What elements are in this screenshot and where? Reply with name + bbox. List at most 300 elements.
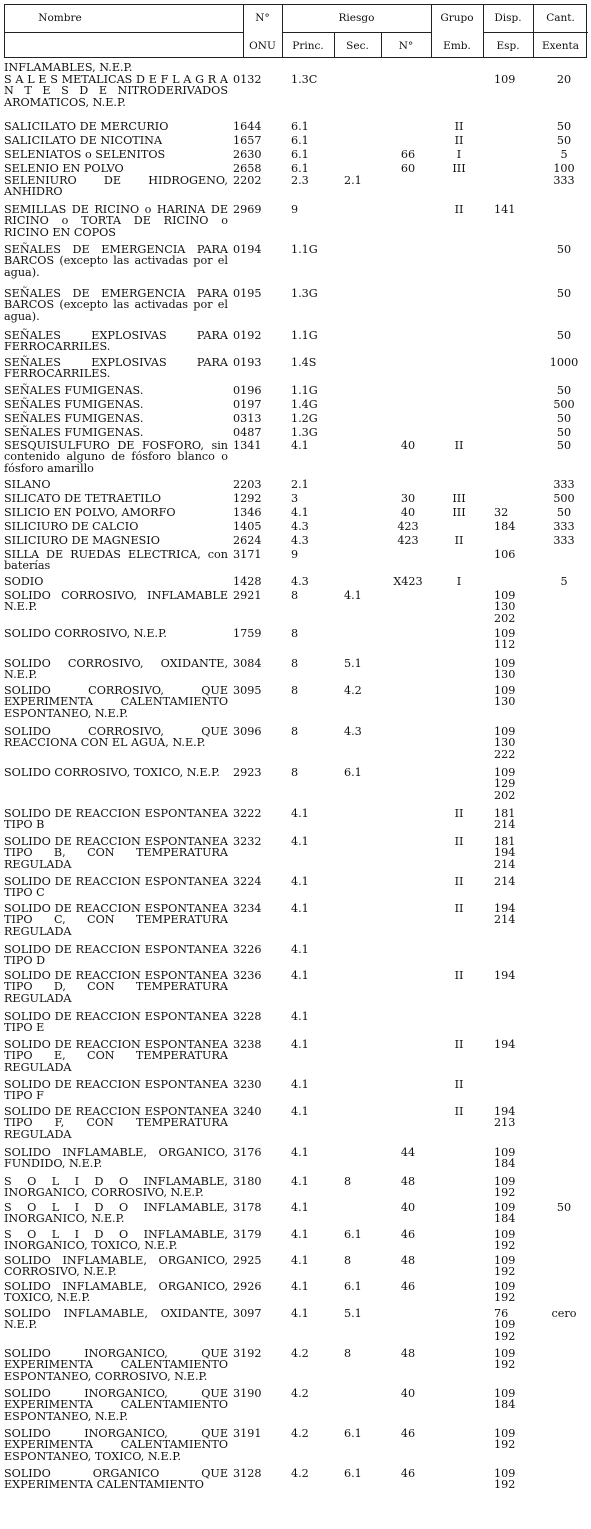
row-disp-value: 109: [494, 1387, 516, 1400]
row-princ: 4.1: [291, 1078, 309, 1091]
table-row: [4, 479, 587, 493]
row-onu: 2658: [233, 162, 262, 175]
table-row: [4, 836, 587, 876]
table-row: [4, 1039, 587, 1079]
row-disp: [494, 970, 534, 981]
row-cant: 5: [560, 575, 568, 588]
row-disp-value: 109: [494, 627, 516, 640]
row-disp-value: 222: [494, 747, 516, 761]
row-disp-value: 192: [494, 1358, 516, 1372]
row-onu: 0487: [233, 426, 262, 439]
row-princ: 8: [291, 725, 299, 738]
table-row: [4, 903, 587, 944]
row-cant: 333: [553, 534, 575, 547]
row-onu: 3178: [233, 1201, 262, 1214]
row-name: SOLIDO INORGANICO, QUE EXPERIMENTA CALENTAMIENTO ESPONTANEO, N.E.P.: [4, 1387, 228, 1423]
row-onu: 3128: [233, 1467, 262, 1480]
row-disp-value: 109: [494, 1280, 516, 1293]
table-row: [4, 493, 587, 507]
row-princ: 4.1: [291, 506, 309, 519]
row-princ: 1.4G: [291, 398, 318, 411]
row-grupo: II: [454, 534, 464, 547]
row-disp: [494, 1229, 534, 1252]
table-row: [4, 1388, 587, 1428]
row-cant: 50: [556, 426, 572, 439]
row-disp-value: 109: [494, 1146, 516, 1159]
row-onu: 0313: [233, 412, 262, 425]
table-row: [4, 1281, 587, 1308]
row-name: SOLIDO INORGANICO, QUE EXPERIMENTA CALENTAMIENTO ESPONTANEO, TOXICO, N.E.P.: [4, 1427, 228, 1463]
row-no: 423: [397, 520, 419, 533]
row-sec: 4.1: [344, 589, 362, 602]
row-princ: 4.1: [291, 1105, 309, 1118]
row-onu: 3238: [233, 1038, 262, 1051]
row-princ: 1.3G: [291, 426, 318, 439]
table-row: [4, 357, 587, 385]
table-row: [4, 808, 587, 836]
row-disp-value: 192: [494, 1265, 516, 1279]
row-disp-value: 32: [494, 506, 509, 519]
row-disp-value: 184: [494, 520, 516, 533]
row-cant: 50: [556, 287, 572, 300]
row-disp-value: 106: [494, 548, 516, 561]
row-disp-value: 213: [494, 1116, 516, 1130]
row-name: SILICIO EN POLVO, AMORFO: [4, 506, 176, 519]
row-disp: [494, 726, 534, 760]
row-cant: 50: [556, 243, 572, 256]
row-cant: 50: [556, 329, 572, 342]
row-onu: 3192: [233, 1347, 262, 1360]
row-cant: 333: [553, 520, 575, 533]
row-name: SEMILLAS DE RICINO o HARINA DE RICINO o TORTA DE RICINO o RICINO EN COPOS: [4, 203, 228, 239]
row-grupo: II: [454, 203, 464, 216]
row-name: SESQUISULFURO DE FOSFORO, sin contenido alguno de fósforo blanco o fósforo amarillo: [4, 439, 228, 475]
row-disp-value: 130: [494, 668, 516, 682]
row-name: SOLIDO CORROSIVO, OXIDANTE, N.E.P.: [4, 657, 228, 682]
row-name: SOLIDO DE REACCION ESPONTANEA TIPO B: [4, 807, 228, 832]
row-disp-value: 109: [494, 1175, 516, 1188]
row-princ: 4.2: [291, 1347, 309, 1360]
row-princ: 2.3: [291, 174, 309, 187]
row-disp-value: 181: [494, 807, 516, 820]
header-sec: Sec.: [346, 40, 369, 52]
row-grupo: III: [452, 492, 466, 505]
row-onu: 0195: [233, 287, 262, 300]
row-onu: 2925: [233, 1254, 262, 1267]
table-row: [4, 1147, 587, 1176]
table-row: [4, 440, 587, 479]
row-name: SILICIURO DE CALCIO: [4, 520, 139, 533]
row-disp: [494, 1147, 534, 1170]
table-row: [4, 685, 587, 726]
header-cant-bottom: Exenta: [541, 40, 580, 52]
row-sec: 8: [344, 1347, 352, 1360]
row-disp-value: 130: [494, 695, 516, 709]
row-no: 46: [400, 1228, 416, 1241]
row-no: 48: [400, 1175, 416, 1188]
header-nombre: Nombre: [38, 12, 82, 24]
row-sec: 6.1: [344, 766, 362, 779]
row-princ: 9: [291, 203, 299, 216]
row-no: 46: [400, 1427, 416, 1440]
row-princ: 6.1: [291, 162, 309, 175]
row-name: SOLIDO DE REACCION ESPONTANEA TIPO C, CON TEMPERATURA REGULADA: [4, 902, 228, 938]
row-name: SOLIDO DE REACCION ESPONTANEA TIPO D: [4, 943, 228, 968]
row-princ: 8: [291, 766, 299, 779]
row-princ: 4.1: [291, 943, 309, 956]
row-grupo: I: [456, 148, 462, 161]
header-riesgo: Riesgo: [338, 12, 375, 24]
row-disp-value: 202: [494, 611, 516, 625]
row-princ: 1.3G: [291, 287, 318, 300]
row-onu: 3236: [233, 969, 262, 982]
row-disp: [494, 903, 534, 926]
row-name: SOLIDO INFLAMABLE, OXIDANTE, N.E.P.: [4, 1307, 228, 1332]
row-onu: 3240: [233, 1105, 262, 1118]
row-sec: 4.3: [344, 725, 362, 738]
row-name: SEÑALES FUMIGENAS.: [4, 426, 144, 439]
row-grupo: II: [454, 1078, 464, 1091]
row-name: SELENIATOS o SELENITOS: [4, 148, 166, 161]
row-onu: 2624: [233, 534, 262, 547]
row-name: SOLIDO CORROSIVO, N.E.P.: [4, 627, 167, 640]
table-row: [4, 590, 587, 628]
row-onu: 3176: [233, 1146, 262, 1159]
table-row: [4, 549, 587, 576]
row-onu: 2926: [233, 1280, 262, 1293]
table-row: [4, 970, 587, 1011]
row-name: SILICIURO DE MAGNESIO: [4, 534, 160, 547]
row-sec: 8: [344, 1254, 352, 1267]
row-no: 60: [400, 162, 416, 175]
row-princ: 9: [291, 548, 299, 561]
row-disp: [494, 1428, 534, 1451]
table-row: [4, 658, 587, 685]
row-no: 44: [400, 1146, 416, 1159]
row-no: 46: [400, 1280, 416, 1293]
row-disp: [494, 549, 534, 560]
row-princ: 4.1: [291, 835, 309, 848]
row-disp-value: 141: [494, 203, 516, 216]
row-name: SEÑALES FUMIGENAS.: [4, 398, 144, 411]
table-row: [4, 576, 587, 590]
row-sec: 6.1: [344, 1427, 362, 1440]
row-grupo: II: [454, 439, 464, 452]
row-name: SOLIDO CORROSIVO, INFLAMABLE N.E.P.: [4, 589, 228, 614]
row-disp-value: 76: [494, 1307, 509, 1320]
row-cant: 50: [556, 134, 572, 147]
row-grupo: I: [456, 575, 462, 588]
row-no: 40: [400, 1201, 416, 1214]
header-onu-top: N°: [255, 12, 270, 24]
row-no: 48: [400, 1254, 416, 1267]
row-disp-value: 130: [494, 736, 516, 750]
row-disp-value: 129: [494, 777, 516, 791]
row-disp-value: 214: [494, 875, 516, 888]
row-princ: 4.1: [291, 1201, 309, 1214]
row-sec: 5.1: [344, 657, 362, 670]
row-cant: 5: [560, 148, 568, 161]
header-no: N°: [398, 40, 414, 52]
row-disp-value: 192: [494, 1291, 516, 1305]
row-no: 423: [397, 534, 419, 547]
row-name: S O L I D O INFLAMABLE, INORGANICO, CORROSIVO, N.E.P.: [4, 1175, 228, 1200]
header-grupo-bottom: Emb.: [443, 40, 471, 52]
row-disp-value: 194: [494, 846, 516, 860]
row-princ: 6.1: [291, 120, 309, 133]
row-disp: [494, 590, 534, 624]
row-onu: 1644: [233, 120, 262, 133]
row-disp-value: 194: [494, 969, 516, 982]
row-princ: 1.1G: [291, 329, 318, 342]
row-disp-value: 109: [494, 589, 516, 602]
row-name: S A L E S METALICAS D E F L A G R A N T E S D E NITRODERIVADOS AROMATICOS, N.E.P.: [4, 73, 228, 109]
row-disp: [494, 1281, 534, 1304]
row-princ: 4.1: [291, 1254, 309, 1267]
row-grupo: II: [454, 120, 464, 133]
row-name: INFLAMABLES, N.E.P.: [4, 61, 133, 74]
row-princ: 1.4S: [291, 356, 317, 369]
row-grupo: III: [452, 506, 466, 519]
row-sec: 6.1: [344, 1467, 362, 1480]
header-onu-bottom: ONU: [249, 40, 276, 52]
table-row: [4, 1428, 587, 1468]
row-grupo: II: [454, 1038, 464, 1051]
table-row: [4, 1348, 587, 1388]
row-no: 40: [400, 439, 416, 452]
row-princ: 4.1: [291, 1010, 309, 1023]
table-row: [4, 385, 587, 399]
row-no: 46: [400, 1467, 416, 1480]
row-name: SOLIDO DE REACCION ESPONTANEA TIPO D, CON TEMPERATURA REGULADA: [4, 969, 228, 1005]
row-onu: 1759: [233, 627, 262, 640]
row-princ: 1.2G: [291, 412, 318, 425]
row-disp: [494, 836, 534, 870]
row-disp: [494, 876, 534, 887]
row-onu: 2921: [233, 589, 262, 602]
row-princ: 4.1: [291, 1038, 309, 1051]
table-row: [4, 244, 587, 288]
row-disp-value: 184: [494, 1212, 516, 1226]
row-disp: [494, 1176, 534, 1199]
row-sec: 6.1: [344, 1228, 362, 1241]
row-princ: 2.1: [291, 478, 309, 491]
row-princ: 4.1: [291, 1146, 309, 1159]
table-row: [4, 399, 587, 413]
table-row: [4, 413, 587, 427]
row-disp-value: 194: [494, 902, 516, 915]
row-disp-value: 109: [494, 766, 516, 779]
table-row: [4, 330, 587, 357]
row-onu: 3230: [233, 1078, 262, 1091]
table-body: [4, 62, 587, 1498]
row-name: SEÑALES FUMIGENAS.: [4, 412, 144, 425]
row-onu: 3084: [233, 657, 262, 670]
row-princ: 6.1: [291, 148, 309, 161]
row-sec: 2.1: [344, 174, 362, 187]
row-disp-value: 109: [494, 684, 516, 697]
row-disp-value: 194: [494, 1105, 516, 1118]
row-onu: 0197: [233, 398, 262, 411]
row-name: SOLIDO DE REACCION ESPONTANEA TIPO E: [4, 1010, 228, 1035]
row-disp: [494, 1202, 534, 1225]
row-sec: 4.2: [344, 684, 362, 697]
row-disp: [494, 1468, 534, 1491]
row-cant: 500: [553, 398, 575, 411]
table-row: [4, 726, 587, 767]
row-disp-value: 109: [494, 725, 516, 738]
row-name: SOLIDO INFLAMABLE, ORGANICO, TOXICO, N.E.P.: [4, 1280, 228, 1305]
row-name: SOLIDO DE REACCION ESPONTANEA TIPO F: [4, 1078, 228, 1103]
row-disp: [494, 767, 534, 801]
table-row: [4, 507, 587, 521]
table-row: [4, 535, 587, 549]
table-row: [4, 135, 587, 149]
row-name: SELENIO EN POLVO: [4, 162, 124, 175]
row-princ: 4.1: [291, 1175, 309, 1188]
row-onu: 0132: [233, 73, 262, 86]
row-disp: [494, 1308, 534, 1342]
row-disp: [494, 74, 534, 85]
row-name: SOLIDO DE REACCION ESPONTANEA TIPO E, CON TEMPERATURA REGULADA: [4, 1038, 228, 1074]
row-grupo: II: [454, 1105, 464, 1118]
row-name: SEÑALES EXPLOSIVAS PARA FERROCARRILES.: [4, 329, 228, 354]
row-cant: 50: [556, 384, 572, 397]
row-disp: [494, 658, 534, 681]
row-disp: [494, 204, 534, 215]
row-onu: 1341: [233, 439, 262, 452]
row-name: SOLIDO ORGANICO QUE EXPERIMENTA CALENTAMIENTO: [4, 1467, 228, 1492]
row-name: SILANO: [4, 478, 51, 491]
row-onu: 3191: [233, 1427, 262, 1440]
row-name: SEÑALES DE EMERGENCIA PARA BARCOS (excepto las activadas por el agua).: [4, 287, 228, 323]
row-onu: 1292: [233, 492, 262, 505]
row-princ: 6.1: [291, 134, 309, 147]
row-name: SEÑALES FUMIGENAS.: [4, 384, 144, 397]
row-disp-value: 194: [494, 1038, 516, 1051]
row-disp-value: 109: [494, 1318, 516, 1332]
row-onu: 2202: [233, 174, 262, 187]
row-disp-value: 109: [494, 1467, 516, 1480]
table-row: [4, 1202, 587, 1229]
row-name: SILLA DE RUEDAS ELECTRICA, con baterías: [4, 548, 228, 573]
row-cant: 500: [553, 492, 575, 505]
row-grupo: II: [454, 807, 464, 820]
row-cant: 50: [556, 506, 572, 519]
row-name: SOLIDO INFLAMABLE, ORGANICO, CORROSIVO, N.E.P.: [4, 1254, 228, 1279]
row-onu: 1346: [233, 506, 262, 519]
table-row: [4, 288, 587, 330]
header-disp-top: Disp.: [494, 12, 522, 24]
row-sec: 5.1: [344, 1307, 362, 1320]
row-sec: 6.1: [344, 1280, 362, 1293]
row-disp: [494, 1039, 534, 1050]
row-disp-value: 109: [494, 1228, 516, 1241]
row-onu: 3232: [233, 835, 262, 848]
row-name: SODIO: [4, 575, 44, 588]
row-disp-value: 112: [494, 638, 516, 652]
row-cant: 50: [556, 439, 572, 452]
row-cant: 50: [556, 1201, 572, 1214]
row-onu: 3226: [233, 943, 262, 956]
table-row: [4, 1079, 587, 1106]
row-disp-value: 192: [494, 1478, 516, 1492]
row-princ: 4.1: [291, 807, 309, 820]
row-disp-value: 202: [494, 788, 516, 802]
row-disp-value: 130: [494, 600, 516, 614]
table-header: [4, 4, 587, 58]
row-name: SOLIDO DE REACCION ESPONTANEA TIPO C: [4, 875, 228, 900]
row-disp-value: 214: [494, 913, 516, 927]
row-onu: 3171: [233, 548, 262, 561]
row-cant: 100: [553, 162, 575, 175]
row-cant: 20: [556, 73, 572, 86]
row-onu: 3222: [233, 807, 262, 820]
row-cant: 333: [553, 478, 575, 491]
row-grupo: II: [454, 969, 464, 982]
row-disp: [494, 628, 534, 651]
row-onu: 3095: [233, 684, 262, 697]
row-name: SOLIDO CORROSIVO, TOXICO, N.E.P.: [4, 766, 220, 779]
row-onu: 3097: [233, 1307, 262, 1320]
row-onu: 0194: [233, 243, 262, 256]
row-grupo: II: [454, 902, 464, 915]
row-onu: 2203: [233, 478, 262, 491]
row-princ: 8: [291, 684, 299, 697]
row-onu: 2923: [233, 766, 262, 779]
row-no: 66: [400, 148, 416, 161]
table-row: [4, 1468, 587, 1498]
row-princ: 4.1: [291, 969, 309, 982]
row-grupo: III: [452, 162, 466, 175]
row-onu: 3096: [233, 725, 262, 738]
row-onu: 3234: [233, 902, 262, 915]
row-princ: 4.1: [291, 1307, 309, 1320]
row-disp: [494, 1388, 534, 1411]
row-princ: 4.2: [291, 1387, 309, 1400]
row-onu: 0196: [233, 384, 262, 397]
row-onu: 0192: [233, 329, 262, 342]
row-name: SOLIDO DE REACCION ESPONTANEA TIPO F, CON TEMPERATURA REGULADA: [4, 1105, 228, 1141]
row-princ: 4.1: [291, 1280, 309, 1293]
row-no: 40: [400, 1387, 416, 1400]
row-no: 40: [400, 506, 416, 519]
row-disp-value: 109: [494, 1347, 516, 1360]
row-princ: 4.1: [291, 902, 309, 915]
table-row: [4, 1308, 587, 1348]
row-princ: 1.1G: [291, 384, 318, 397]
table-row: [4, 1011, 587, 1039]
table-row: [4, 1106, 587, 1147]
table-row: [4, 204, 587, 244]
table-row: [4, 521, 587, 535]
table-row: [4, 1229, 587, 1255]
table-row: [4, 944, 587, 970]
row-princ: 8: [291, 657, 299, 670]
table-row: [4, 876, 587, 903]
row-grupo: II: [454, 875, 464, 888]
row-disp: [494, 685, 534, 708]
row-disp-value: 214: [494, 818, 516, 832]
row-disp-value: 109: [494, 1201, 516, 1214]
row-disp: [494, 1255, 534, 1278]
row-no: X423: [393, 575, 423, 588]
row-name: SOLIDO DE REACCION ESPONTANEA TIPO B, CON TEMPERATURA REGULADA: [4, 835, 228, 871]
header-cant-top: Cant.: [546, 12, 575, 24]
row-name: SEÑALES DE EMERGENCIA PARA BARCOS (excepto las activadas por el agua).: [4, 243, 228, 279]
row-disp-value: 184: [494, 1157, 516, 1171]
row-grupo: II: [454, 835, 464, 848]
